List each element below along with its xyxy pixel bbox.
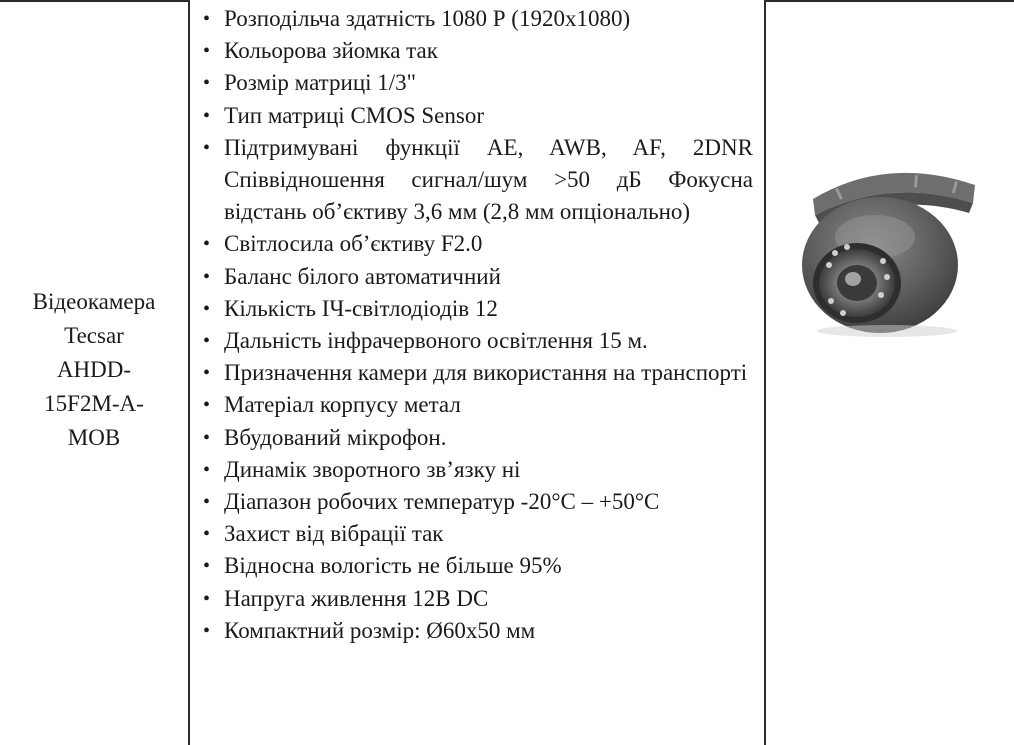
spec-item: • Дальність інфрачервоного освітлення 15 м.: [203, 325, 753, 357]
spec-item: • Відносна вологість не більше 95%: [203, 550, 753, 582]
spec-item: • Призначення камери для використання на транспорті: [203, 357, 753, 389]
spec-item: • Світлосила об’єктиву F2.0: [203, 228, 753, 260]
spec-item: • Кольорова зйомка так: [203, 35, 753, 67]
spec-item: • Динамік зворотного зв’язку ні: [203, 454, 753, 486]
spec-list: [203, 3, 753, 647]
table-top-border-right: [764, 0, 1014, 2]
product-name-cell: [0, 285, 188, 455]
product-name-line: MOB: [67, 425, 121, 450]
product-name-line: 15F2M-A-: [44, 391, 144, 416]
spec-item: • Напруга живлення 12В DC: [203, 583, 753, 615]
spec-item: • Розподільча здатність 1080 Р (1920х1080): [203, 3, 753, 35]
spec-item: • Компактний розмір: Ø60х50 мм: [203, 615, 753, 647]
spec-item: • Баланс білого автоматичний: [203, 261, 753, 293]
spec-item: • Кількість ІЧ-світлодіодів 12: [203, 293, 753, 325]
product-image-cell: [795, 155, 985, 340]
product-name-line: Tecsar: [64, 323, 124, 348]
spec-item: • Вбудований мікрофон.: [203, 422, 753, 454]
spec-item: • Матеріал корпусу метал: [203, 389, 753, 421]
column-divider-right: [764, 0, 766, 745]
spec-item: • Діапазон робочих температур -20°С – +50°С: [203, 486, 753, 518]
spec-item: • Тип матриці CMOS Sensor: [203, 100, 753, 132]
spec-item: • Захист від вібрації так: [203, 518, 753, 550]
product-name-line: Відеокамера: [32, 289, 156, 314]
column-divider-left: [188, 0, 190, 745]
spec-item: • Підтримувані функції AE, AWB, AF, 2DNR Співвідношення сигнал/шум >50 дБ Фокусна відстань об’єктиву 3,6 мм (2,8 мм опціонально): [203, 132, 753, 229]
product-name-line: AHDD-: [56, 357, 132, 382]
table-top-border-left: [0, 0, 190, 2]
dome-camera-image: [795, 155, 985, 340]
spec-item: • Розмір матриці 1/3": [203, 67, 753, 99]
